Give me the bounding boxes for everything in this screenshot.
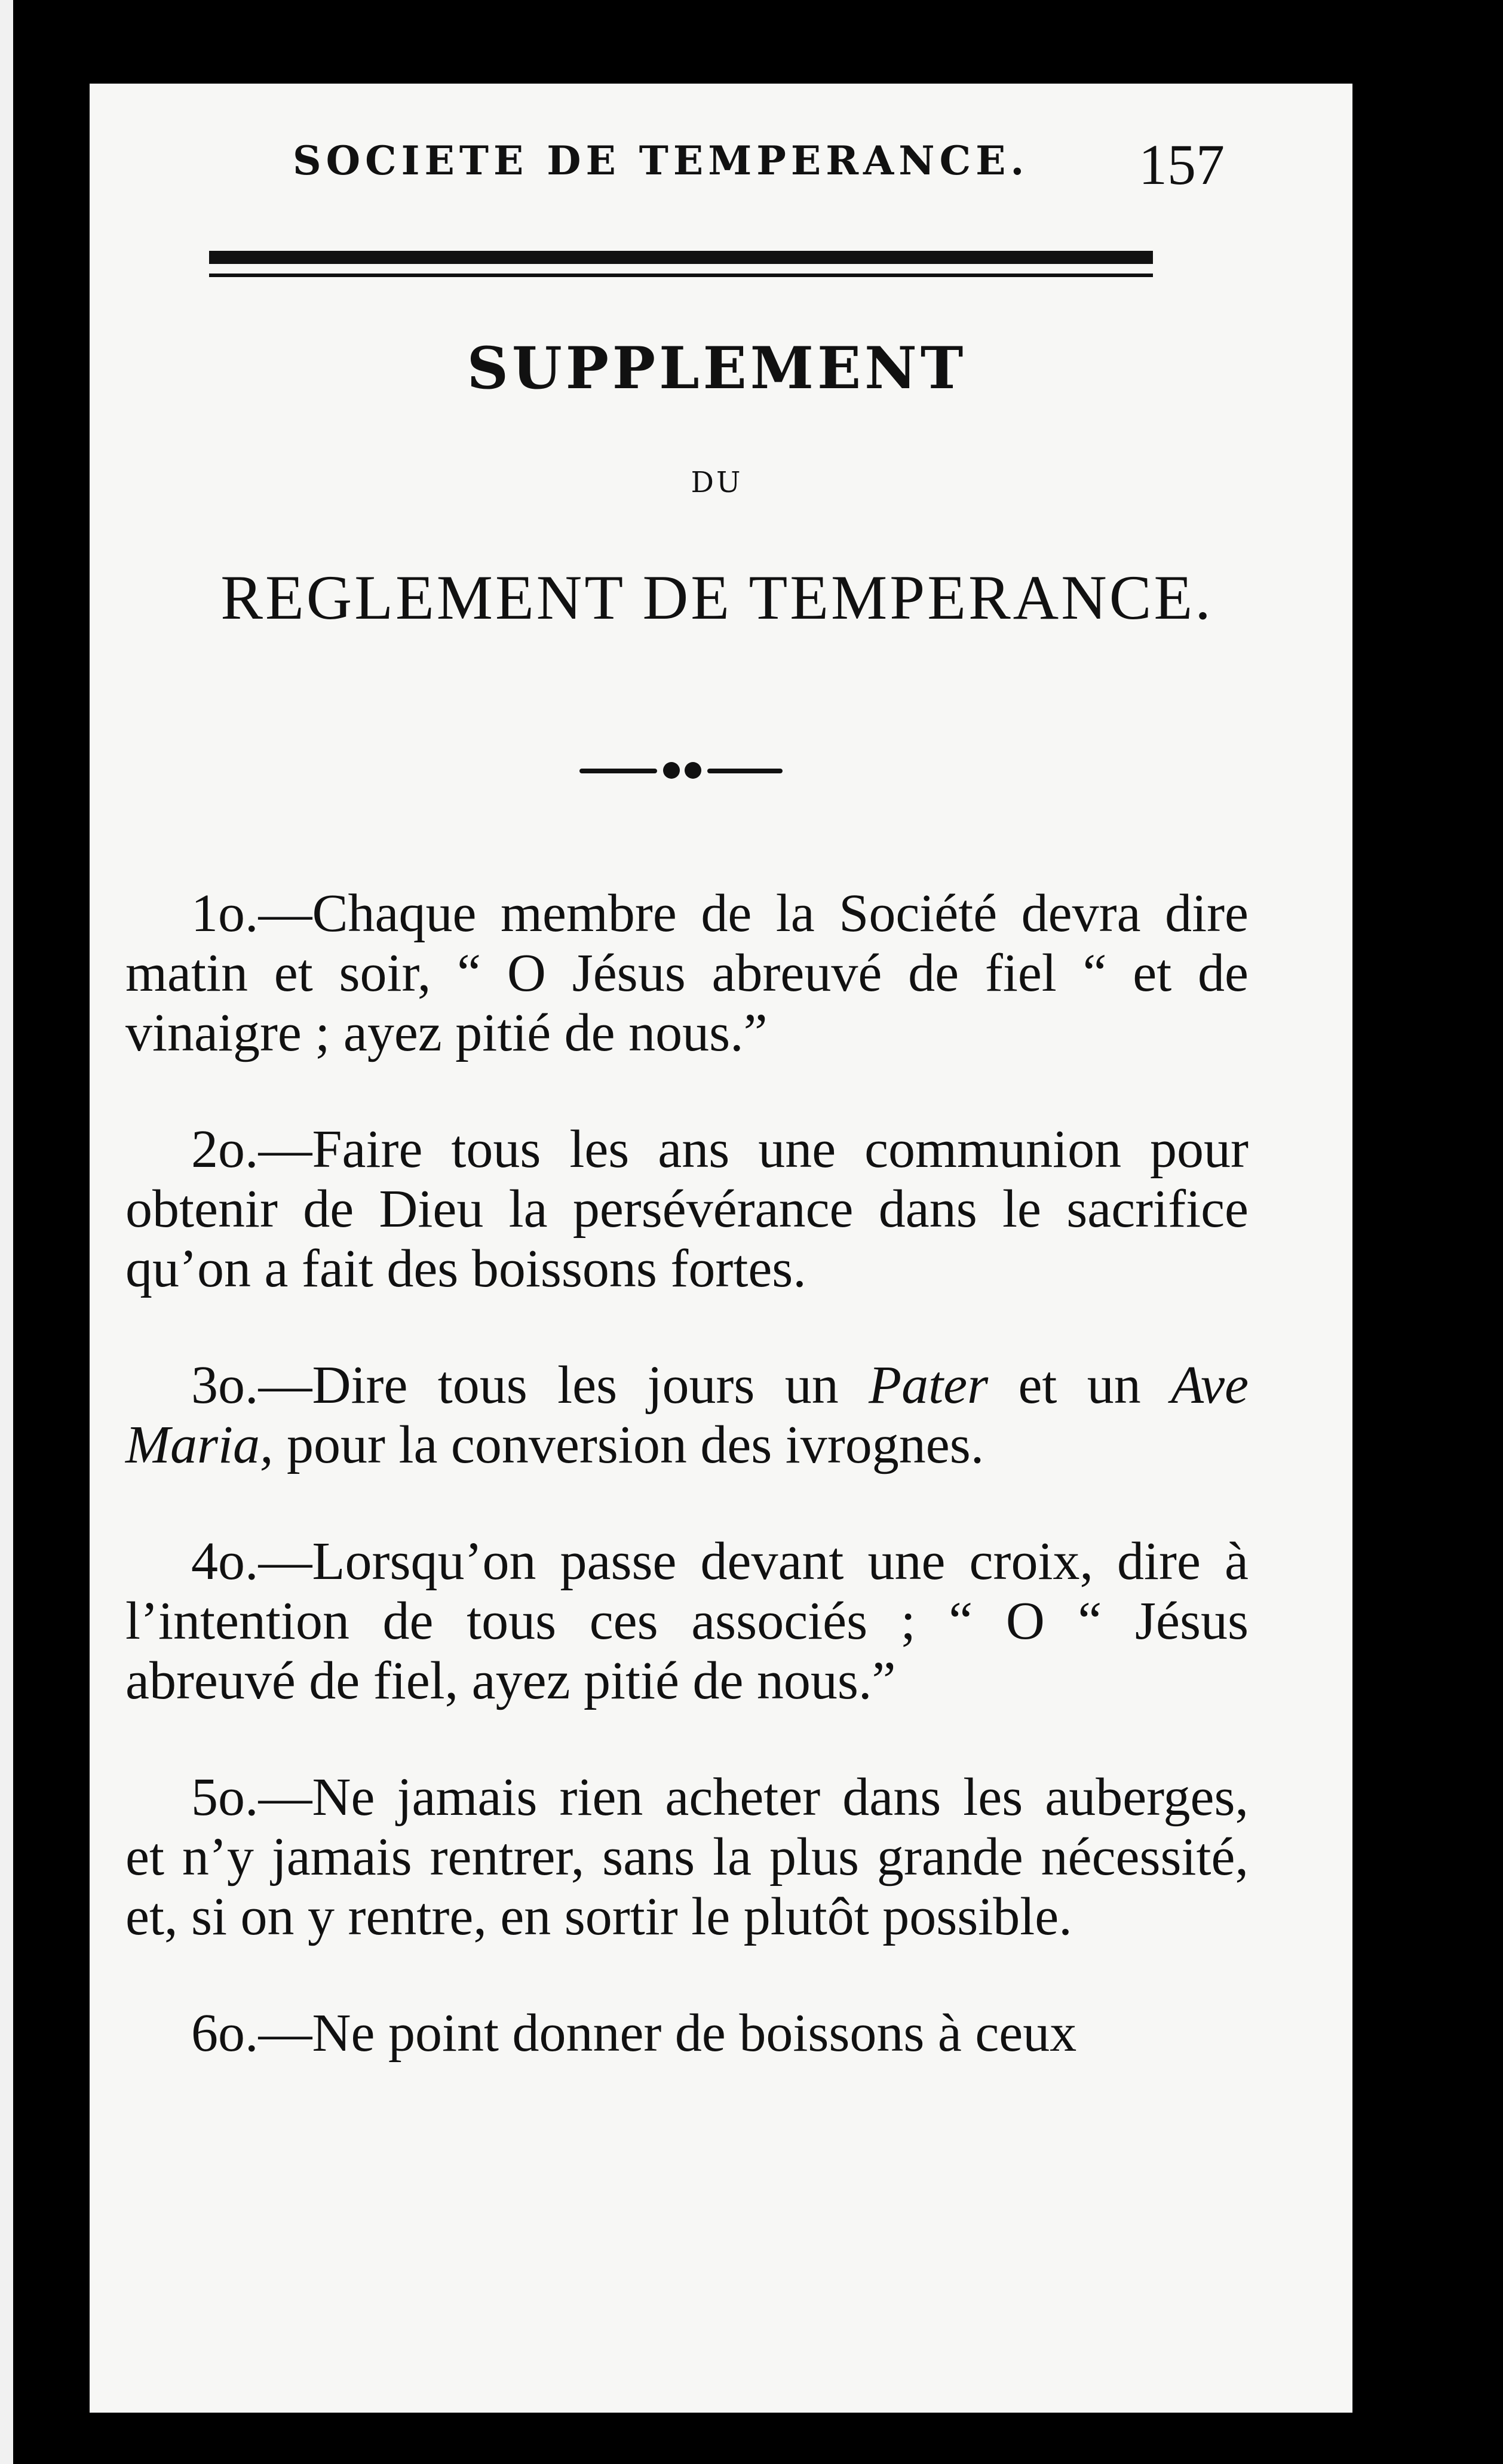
rule-paragraph-6: 6o.—Ne point donner de boissons à ceux <box>191 2004 1077 2063</box>
ornament-divider <box>579 758 783 782</box>
chapter-title: SUPPLEMENT <box>467 334 967 402</box>
chapter-connector: DU <box>691 466 743 499</box>
rule-3-text-mid: et un <box>988 1356 1171 1415</box>
rule-3-text-end: pour la conversion des ivrognes. <box>273 1415 984 1474</box>
rule-3-text-start: 3o.—Dire tous les jours un <box>191 1356 869 1415</box>
rule-paragraph-3 <box>125 1356 1249 1475</box>
scan-right-border <box>1332 72 1503 2413</box>
rule-3-ave-maria: Ave Maria, <box>125 1356 1249 1474</box>
page-right-margin <box>1332 84 1352 2413</box>
rule-paragraph-4: 4o.—Lorsqu’on passe devant une croix, dire à l’intention de tous ces associés ; “ O “ Jésus abreuvé de fiel, ayez pitié de nous.” <box>125 1532 1249 1710</box>
chapter-subtitle: REGLEMENT DE TEMPERANCE. <box>220 563 1213 632</box>
rule-paragraph-1: 1o.—Chaque membre de la Société devra dire matin et soir, “ O Jésus abreuvé de fiel “ et de vinaigre ; ayez pitié de nous.” <box>125 884 1249 1062</box>
page-number: 157 <box>1139 133 1225 196</box>
running-head <box>197 131 1225 197</box>
rules-text <box>125 884 1249 2063</box>
header-rule-thick <box>209 251 1153 264</box>
header-rule-thin <box>209 274 1153 277</box>
rule-3-pater: Pater <box>869 1356 989 1415</box>
rule-paragraph-5: 5o.—Ne jamais rien acheter dans les auberges, et n’y jamais rentrer, sans la plus grande nécessité, et, si on y rentre, en sortir le plutôt possible. <box>125 1768 1249 1946</box>
rule-paragraph-2: 2o.—Faire tous les ans une communion pour obtenir de Dieu la persévérance dans le sacrifice qu’on a fait des boissons fortes. <box>125 1120 1249 1298</box>
running-title: SOCIETE DE TEMPERANCE. <box>293 137 1029 184</box>
scan-edge-strip <box>0 0 13 2464</box>
